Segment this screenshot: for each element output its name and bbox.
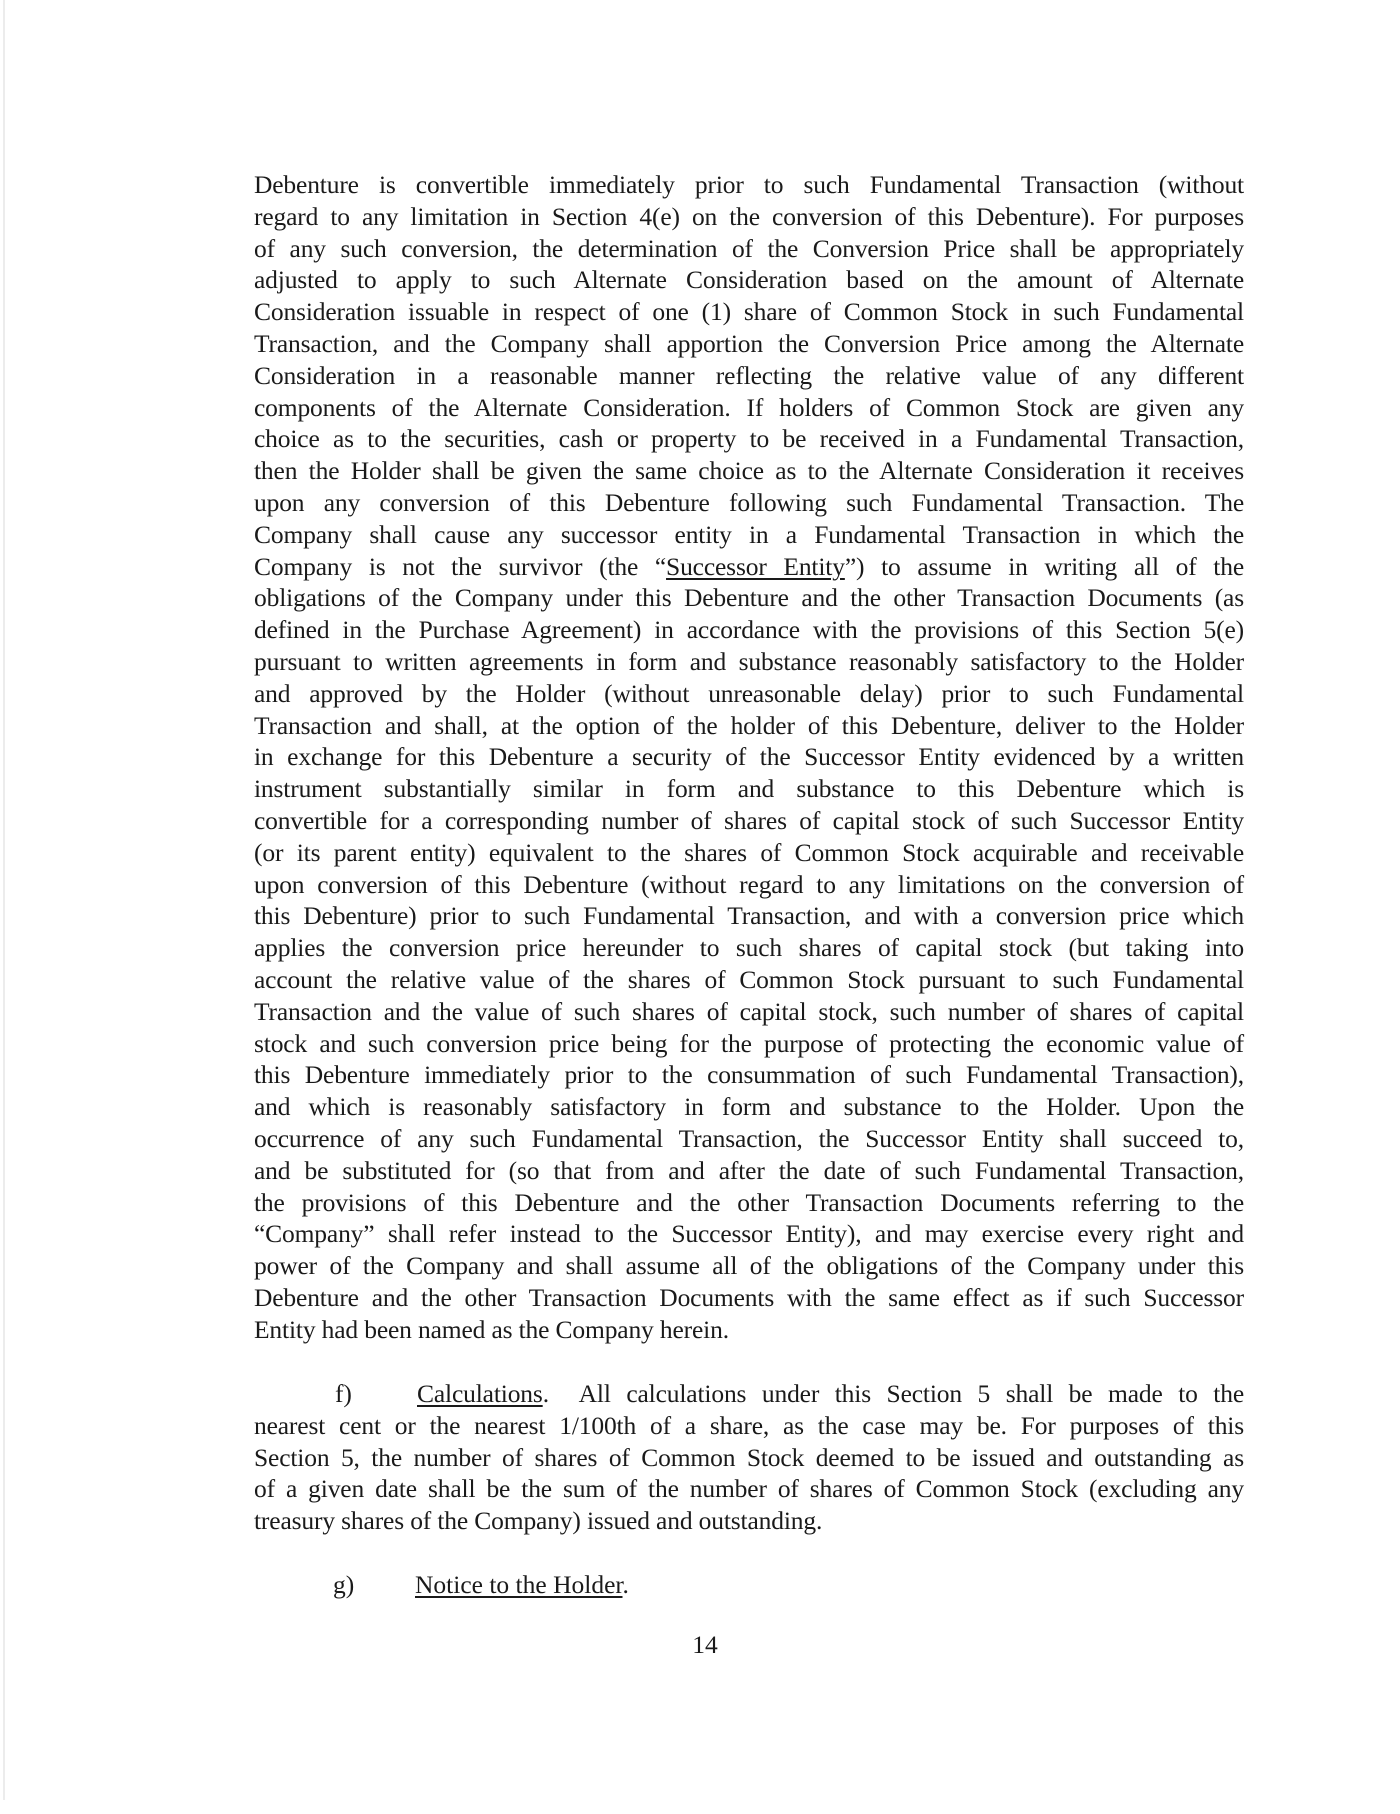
- section-g-marker: g): [333, 1570, 355, 1599]
- text-line: then the Holder shall be given the same choice as to the Alternate Consideration it receives: [254, 456, 1244, 486]
- section-g-title: Notice to the Holder: [415, 1570, 623, 1599]
- text-line: Consideration issuable in respect of one (1) share of Common Stock in such Fundamental: [254, 297, 1244, 327]
- text-line: Consideration in a reasonable manner reflecting the relative value of any different: [254, 360, 1244, 390]
- text-line: and which is reasonably satisfactory in form and substance to the Holder. Upon the: [254, 1092, 1244, 1122]
- text-line: obligations of the Company under this Debenture and the other Transaction Documents (as: [254, 583, 1244, 613]
- text-line: Debenture and the other Transaction Documents with the same effect as if such Successor: [254, 1282, 1244, 1312]
- text-line: “Company” shall refer instead to the Successor Entity), and may exercise every right and: [254, 1219, 1244, 1249]
- text-line: pursuant to written agreements in form and substance reasonably satisfactory to the Holder: [254, 646, 1244, 676]
- text-line: choice as to the securities, cash or property to be received in a Fundamental Transaction,: [254, 424, 1244, 454]
- text-line: Entity had been named as the Company herein.: [254, 1314, 729, 1344]
- text-line: Section 5, the number of shares of Common Stock deemed to be issued and outstanding as: [254, 1442, 1244, 1472]
- text-segment: Company is not the survivor (the “: [254, 551, 667, 581]
- text-line: Debenture is convertible immediately prior to such Fundamental Transaction (without: [254, 170, 1244, 199]
- text-line: the provisions of this Debenture and the other Transaction Documents referring to the: [254, 1187, 1244, 1217]
- text-line: and be substituted for (so that from and after the date of such Fundamental Transaction,: [254, 1155, 1244, 1185]
- text-line: occurrence of any such Fundamental Transaction, the Successor Entity shall succeed to,: [254, 1123, 1244, 1153]
- text-line: upon conversion of this Debenture (without regard to any limitations on the conversion of: [254, 869, 1244, 899]
- section-f-title-suffix: .: [542, 1379, 549, 1408]
- text-line: instrument substantially similar in form and substance to this Debenture which is: [254, 774, 1244, 804]
- text-line: this Debenture immediately prior to the consummation of such Fundamental Transaction),: [254, 1060, 1244, 1090]
- text-line: adjusted to apply to such Alternate Consideration based on the amount of Alternate: [254, 265, 1244, 295]
- text-line: treasury shares of the Company) issued and outstanding.: [254, 1506, 823, 1536]
- section-f-marker: f): [335, 1379, 352, 1408]
- text-line: in exchange for this Debenture a security of the Successor Entity evidenced by a written: [254, 742, 1244, 772]
- section-f-title: Calculations: [417, 1379, 543, 1408]
- section-g-title-suffix: .: [622, 1570, 629, 1599]
- text-line: and approved by the Holder (without unreasonable delay) prior to such Fundamental: [254, 678, 1244, 708]
- text-line: of a given date shall be the sum of the number of shares of Common Stock (excluding any: [254, 1474, 1244, 1504]
- section-f-first-line: [254, 1378, 1244, 1410]
- text-line: Transaction, and the Company shall apportion the Conversion Price among the Alternate: [254, 328, 1244, 358]
- section-f-first-line-text: All calculations under this Section 5 shall be made to the: [548, 1379, 1244, 1408]
- defined-term-successor-entity: Successor Entity: [666, 551, 845, 581]
- text-line: components of the Alternate Consideration. If holders of Common Stock are given any: [254, 392, 1244, 422]
- text-line: power of the Company and shall assume all of the obligations of the Company under this: [254, 1251, 1244, 1281]
- section-f-calculations: [254, 1378, 1244, 1537]
- text-line: this Debenture) prior to such Fundamental Transaction, and with a conversion price which: [254, 901, 1244, 931]
- paragraph-fundamental-transaction: [254, 169, 1244, 1345]
- text-line: nearest cent or the nearest 1/100th of a share, as the case may be. For purposes of this: [254, 1410, 1244, 1440]
- text-line: Transaction and the value of such shares of capital stock, such number of shares of capital: [254, 996, 1244, 1026]
- text-line: stock and such conversion price being for the purpose of protecting the economic value of: [254, 1028, 1244, 1058]
- text-line: account the relative value of the shares of Common Stock pursuant to such Fundamental: [254, 964, 1244, 994]
- text-line: upon any conversion of this Debenture following such Fundamental Transaction. The: [254, 487, 1244, 517]
- text-line: Transaction and shall, at the option of the holder of this Debenture, deliver to the Holder: [254, 710, 1244, 740]
- text-line: (or its parent entity) equivalent to the shares of Common Stock acquirable and receivable: [254, 837, 1244, 867]
- text-line: applies the conversion price hereunder to such shares of capital stock (but taking into: [254, 933, 1244, 963]
- page-number: 14: [692, 1630, 718, 1659]
- text-line: of any such conversion, the determination of the Conversion Price shall be appropriately: [254, 233, 1244, 263]
- text-line: regard to any limitation in Section 4(e) on the conversion of this Debenture). For purposes: [254, 201, 1244, 231]
- section-g-heading: [0, 1569, 1400, 1601]
- text-segment: ”) to assume in writing all of the: [844, 551, 1244, 581]
- text-line-successor-entity-definition: [254, 551, 1244, 583]
- text-line: defined in the Purchase Agreement) in accordance with the provisions of this Section 5(e): [254, 615, 1244, 645]
- text-line: convertible for a corresponding number of shares of capital stock of such Successor Entity: [254, 805, 1244, 835]
- text-line: Company shall cause any successor entity in a Fundamental Transaction in which the: [254, 519, 1244, 549]
